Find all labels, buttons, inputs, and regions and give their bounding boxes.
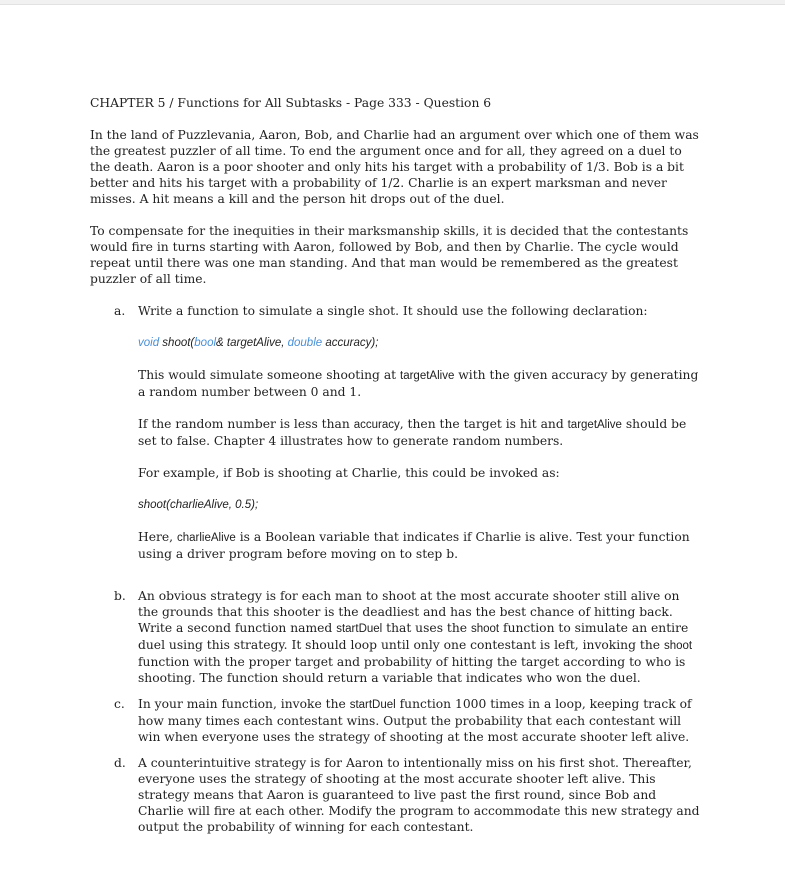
task-a-lead: Write a function to simulate a single shot. It should use the following declaration: bbox=[138, 304, 648, 318]
task-d-text: A counterintuitive strategy is for Aaron to intentionally miss on his first shot. Thereafter, everyone uses the strategy of shooting at the most accurate shooter left alive. This strategy means that Aaron is guaranteed to live past the first round, since Bob and Charlie will fire at each other. Modify the program to accommodate this new strategy and output the probability of winning for each contestant. bbox=[138, 756, 700, 834]
ident-startduel: startDuel bbox=[336, 623, 383, 635]
document-page bbox=[90, 95, 702, 845]
c-text-1: In your main function, invoke the bbox=[138, 697, 350, 711]
b-text-3: function to simulate an entire duel using this strategy. It should loop until only one contestant is left, invoking the bbox=[138, 621, 689, 652]
task-c-marker: c. bbox=[114, 697, 125, 711]
task-c bbox=[90, 696, 702, 745]
task-c-text bbox=[138, 696, 702, 745]
ident-targetalive-2: targetAlive bbox=[567, 419, 622, 431]
task-b-marker: b. bbox=[114, 589, 126, 603]
ident-shoot: shoot bbox=[470, 623, 500, 635]
task-a-simulate bbox=[138, 367, 702, 400]
decl-param2: accuracy); bbox=[322, 337, 379, 349]
ident-targetalive: targetAlive bbox=[400, 370, 455, 382]
ident-charliealive: charlieAlive bbox=[176, 532, 236, 544]
task-d-marker: d. bbox=[114, 756, 126, 770]
rand-text-3: should be set to false. Chapter 4 illustrates how to generate random numbers. bbox=[138, 417, 687, 448]
top-border bbox=[0, 0, 785, 5]
task-d bbox=[90, 755, 702, 835]
intro-paragraph-1: In the land of Puzzlevania, Aaron, Bob, and Charlie had an argument over which one of them was the greatest puzzler of all time. To end the argument once and for all, they agreed on a duel to the death. Aaron is a poor shooter and only hits his target with a probability of 1/3. Bob is a bit better and hits his target with a probability of 1/2. Charlie is an expert marksman and never misses. A hit means a kill and the person hit drops out of the duel. bbox=[90, 128, 699, 206]
ident-startduel-2: startDuel bbox=[349, 699, 396, 711]
b-text-1: An obvious strategy is for each man to shoot at the most accurate shooter still alive on the grounds that this shooter is the deadliest and has the best chance of hitting back. Write a second function named bbox=[138, 589, 680, 635]
task-a-random bbox=[138, 416, 702, 449]
rand-text-1: If the random number is less than bbox=[138, 417, 354, 431]
intro-paragraph-2: To compensate for the inequities in their marksmanship skills, it is decided that the contestants would fire in turns starting with Aaron, followed by Bob, and then by Charlie. The cycle would repeat until there was one man standing. And that man would be remembered as the greatest puzzler of all time. bbox=[90, 224, 689, 286]
decl-param1: & targetAlive, bbox=[216, 337, 288, 349]
ident-accuracy: accuracy bbox=[353, 419, 400, 431]
function-declaration bbox=[138, 335, 702, 351]
b-text-4: function with the proper target and probability of hitting the target according to who is shooting. The function should return a variable that indicates who won the duel. bbox=[138, 655, 686, 685]
keyword-void: void bbox=[138, 337, 160, 349]
ident-shoot-2: shoot bbox=[663, 640, 693, 652]
decl-fn: shoot( bbox=[159, 337, 195, 349]
b-text-2: that uses the bbox=[382, 621, 471, 635]
task-a-example: For example, if Bob is shooting at Charlie, this could be invoked as: bbox=[138, 466, 560, 480]
keyword-double: double bbox=[287, 337, 323, 349]
task-b bbox=[90, 588, 702, 686]
task-a bbox=[90, 303, 702, 562]
here-text-2: is a Boolean variable that indicates if Charlie is alive. Test your function using a driver program before moving on to step b. bbox=[138, 530, 690, 561]
page-title: CHAPTER 5 / Functions for All Subtasks - Page 333 - Question 6 bbox=[90, 96, 492, 110]
here-text-1: Here, bbox=[138, 530, 177, 544]
c-text-2: function 1000 times in a loop, keeping track of how many times each contestant wins. Output the probability that each contestant will win when everyone uses the strategy of shooting at the most accurate shooter left alive. bbox=[138, 697, 692, 744]
task-list bbox=[90, 303, 702, 835]
keyword-bool: bool bbox=[194, 337, 217, 349]
function-call-example: shoot(charlieAlive, 0.5); bbox=[138, 499, 259, 511]
sim-text-1: This would simulate someone shooting at bbox=[138, 368, 401, 382]
sim-text-2: with the given accuracy by generating a random number between 0 and 1. bbox=[138, 368, 699, 399]
task-b-text bbox=[138, 588, 702, 686]
task-a-here bbox=[138, 529, 702, 562]
task-a-marker: a. bbox=[114, 304, 126, 318]
rand-text-2: , then the target is hit and bbox=[399, 417, 568, 431]
